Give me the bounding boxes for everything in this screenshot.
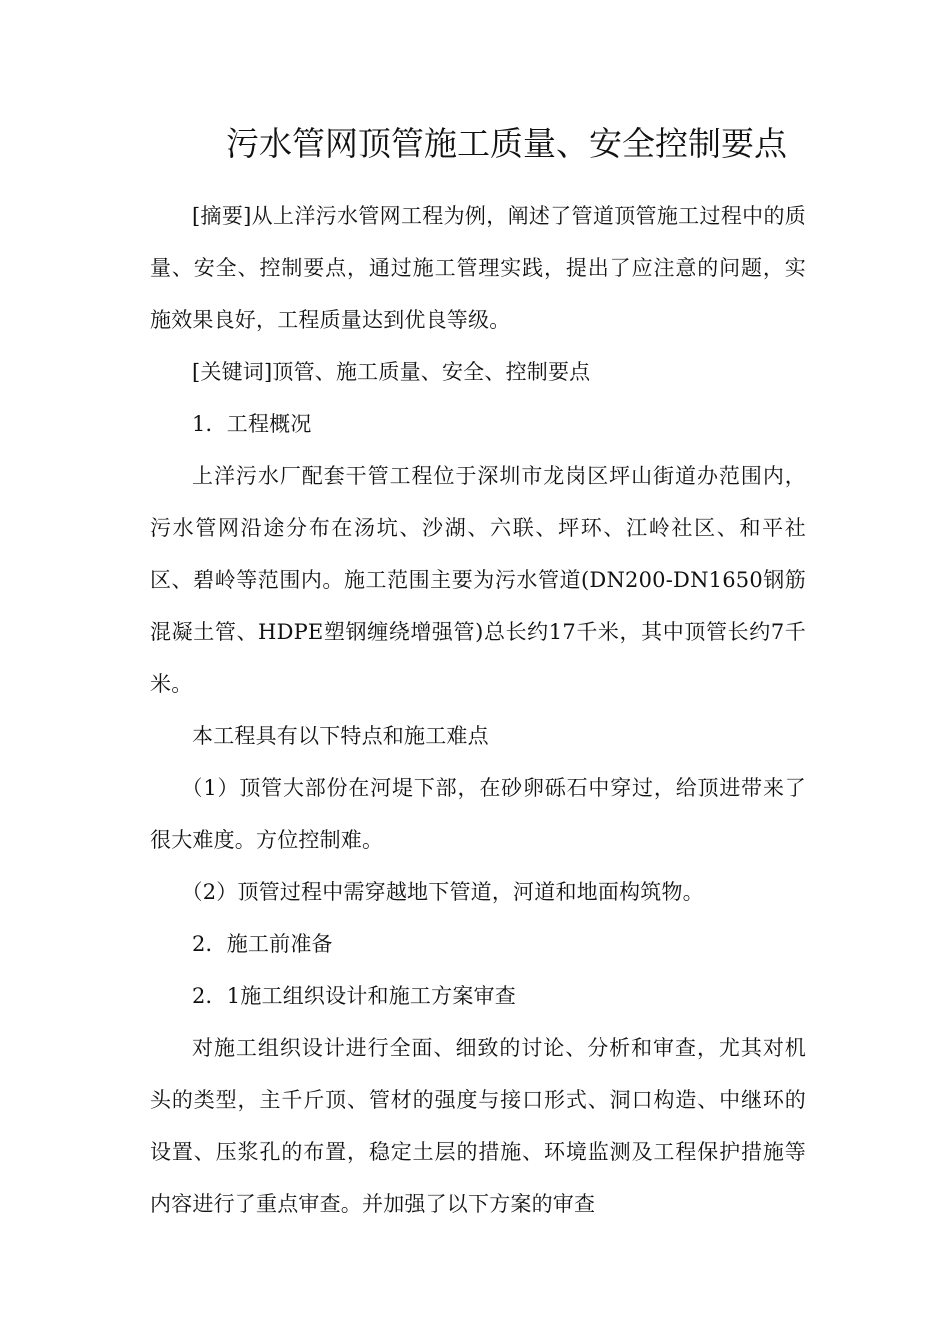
abstract-paragraph: [摘要]从上洋污水管网工程为例，阐述了管道顶管施工过程中的质量、安全、控制要点，通过施工管理实践，提出了应注意的问题，实施效果良好，工程质量达到优良等级。: [150, 204, 806, 332]
subsection-heading-review: 2．1施工组织设计和施工方案审查: [192, 984, 516, 1008]
feature-item-2: （2）顶管过程中需穿越地下管道，河道和地面构筑物。: [181, 880, 704, 904]
section-heading-overview: 1．工程概况: [192, 412, 312, 436]
document-body: [150, 190, 806, 1230]
overview-paragraph: 上洋污水厂配套干管工程位于深圳市龙岗区坪山街道办范围内，污水管网沿途分布在汤坑、沙湖、六联、坪环、江岭社区、和平社区、碧岭等范围内。施工范围主要为污水管道(DN200-DN1650钢筋混凝土管、HDPE塑钢缠绕增强管)总长约17千米，其中顶管长约7千米。: [150, 464, 806, 696]
section-heading-preparation: 2．施工前准备: [192, 932, 333, 956]
document-title: 污水管网顶管施工质量、安全控制要点: [226, 124, 787, 163]
keywords-paragraph: [关键词]顶管、施工质量、安全、控制要点: [192, 360, 591, 384]
review-paragraph: 对施工组织设计进行全面、细致的讨论、分析和审查，尤其对机头的类型，主千斤顶、管材的强度与接口形式、洞口构造、中继环的设置、压浆孔的布置，稳定土层的措施、环境监测及工程保护措施等内容进行了重点审查。并加强了以下方案的审查: [150, 1036, 806, 1216]
feature-item-1: （1）顶管大部份在河堤下部，在砂卵砾石中穿过，给顶进带来了很大难度。方位控制难。: [150, 776, 806, 852]
features-intro-paragraph: 本工程具有以下特点和施工难点: [192, 724, 489, 748]
